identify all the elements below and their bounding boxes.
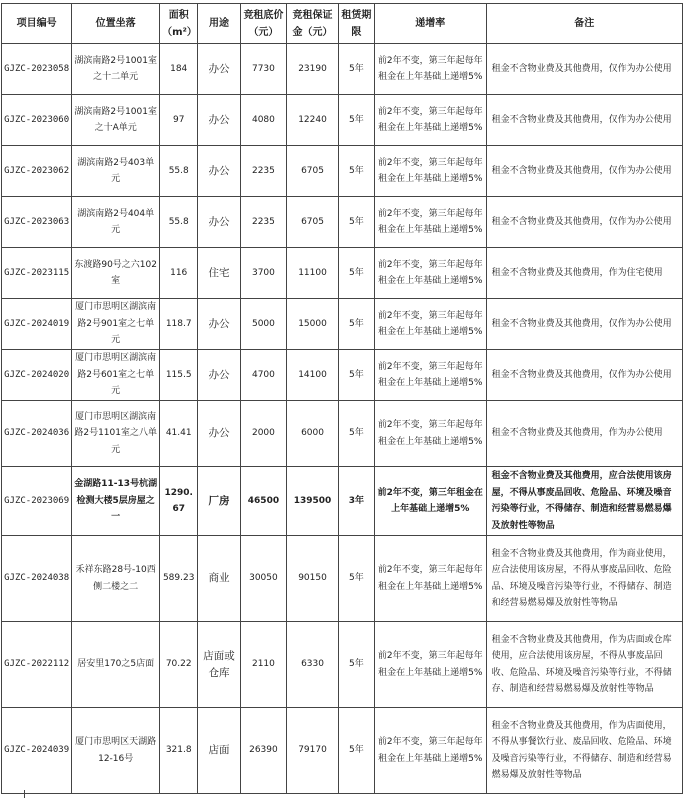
cell-note: 租金不含物业费及其他费用，仅作为办公使用 (486, 44, 682, 95)
cell-deposit: 6705 (287, 146, 339, 197)
cell-code: GJZC-2023115 (2, 248, 72, 299)
cell-code: GJZC-2022112 (2, 622, 72, 708)
cell-location: 厦门市思明区湖滨南路2号601室之七单元 (72, 350, 160, 401)
cell-increase: 前2年不变，第三年起每年租金在上年基础上递增5% (375, 536, 487, 622)
cell-term: 3年 (338, 467, 374, 536)
cell-base-price: 7730 (240, 44, 287, 95)
cell-deposit: 23190 (287, 44, 339, 95)
cell-note: 租金不含物业费及其他费用，仅作为办公使用 (486, 95, 682, 146)
cell-use: 办公 (198, 95, 240, 146)
header-area: 面积（m²） (160, 4, 198, 44)
cell-use: 办公 (198, 299, 240, 350)
table-row (2, 299, 683, 350)
cell-base-price: 4080 (240, 95, 287, 146)
cell-note: 租金不含物业费及其他费用，作为店面或仓库使用，应合法使用该房屋，不得从事废品回收、危险品、环境及噪音污染等行业，不得储存、制造和经营易燃易爆及放射性等物品 (486, 622, 682, 708)
cell-deposit: 6705 (287, 197, 339, 248)
table-row (2, 467, 683, 536)
cell-location: 厦门市思明区湖滨南路2号901室之七单元 (72, 299, 160, 350)
cell-area: 1290.67 (160, 467, 198, 536)
cell-base-price: 2235 (240, 146, 287, 197)
cell-deposit: 139500 (287, 467, 339, 536)
table-row (2, 350, 683, 401)
table-row (2, 146, 683, 197)
header-increase: 递增率 (375, 4, 487, 44)
cell-use: 办公 (198, 197, 240, 248)
cell-area: 321.8 (160, 708, 198, 794)
table-row (2, 197, 683, 248)
cell-use: 住宅 (198, 248, 240, 299)
cell-increase: 前2年不变，第三年起每年租金在上年基础上递增5% (375, 44, 487, 95)
cell-base-price: 2000 (240, 401, 287, 467)
cell-area: 55.8 (160, 146, 198, 197)
cell-area: 70.22 (160, 622, 198, 708)
cell-increase: 前2年不变，第三年起每年租金在上年基础上递增5% (375, 708, 487, 794)
cell-base-price: 2235 (240, 197, 287, 248)
cell-term: 5年 (338, 248, 374, 299)
cell-use: 厂房 (198, 467, 240, 536)
cell-note: 租金不含物业费及其他费用，仅作为办公使用 (486, 197, 682, 248)
cell-deposit: 12240 (287, 95, 339, 146)
cell-use: 办公 (198, 146, 240, 197)
cell-deposit: 14100 (287, 350, 339, 401)
cell-term: 5年 (338, 95, 374, 146)
cell-note: 租金不含物业费及其他费用，仅作为办公使用 (486, 350, 682, 401)
table-row (2, 401, 683, 467)
header-note: 备注 (486, 4, 682, 44)
table-row (2, 708, 683, 794)
header-base-price: 竞租底价（元） (240, 4, 287, 44)
table-row (2, 95, 683, 146)
cell-note: 租金不含物业费及其他费用，作为住宅使用 (486, 248, 682, 299)
cell-area: 184 (160, 44, 198, 95)
cell-increase: 前2年不变，第三年租金在上年基础上递增5% (375, 467, 487, 536)
cell-area: 55.8 (160, 197, 198, 248)
cell-term: 5年 (338, 146, 374, 197)
cell-base-price: 4700 (240, 350, 287, 401)
table-body (2, 44, 683, 794)
cell-deposit: 15000 (287, 299, 339, 350)
cell-area: 589.23 (160, 536, 198, 622)
cell-deposit: 11100 (287, 248, 339, 299)
cell-area: 115.5 (160, 350, 198, 401)
cell-location: 金湖路11-13号杭湖检测大楼5层房屋之一 (72, 467, 160, 536)
cell-note: 租金不含物业费及其他费用，作为办公使用 (486, 401, 682, 467)
cell-use: 办公 (198, 44, 240, 95)
cell-location: 湖滨南路2号1001室之十A单元 (72, 95, 160, 146)
table-row (2, 248, 683, 299)
page-edge-mark (24, 790, 25, 798)
cell-use: 商业 (198, 536, 240, 622)
cell-increase: 前2年不变，第三年起每年租金在上年基础上递增5% (375, 350, 487, 401)
cell-term: 5年 (338, 536, 374, 622)
cell-base-price: 3700 (240, 248, 287, 299)
cell-area: 118.7 (160, 299, 198, 350)
cell-term: 5年 (338, 299, 374, 350)
cell-increase: 前2年不变，第三年起每年租金在上年基础上递增5% (375, 95, 487, 146)
cell-use: 办公 (198, 350, 240, 401)
header-deposit: 竞租保证金（元） (287, 4, 339, 44)
cell-term: 5年 (338, 401, 374, 467)
cell-term: 5年 (338, 350, 374, 401)
cell-deposit: 90150 (287, 536, 339, 622)
header-location: 位置坐落 (72, 4, 160, 44)
table-row (2, 44, 683, 95)
cell-increase: 前2年不变，第三年起每年租金在上年基础上递增5% (375, 299, 487, 350)
cell-location: 厦门市思明区湖滨南路2号1101室之八单元 (72, 401, 160, 467)
cell-code: GJZC-2023060 (2, 95, 72, 146)
cell-base-price: 5000 (240, 299, 287, 350)
cell-deposit: 79170 (287, 708, 339, 794)
cell-base-price: 2110 (240, 622, 287, 708)
cell-location: 湖滨南路2号404单元 (72, 197, 160, 248)
cell-location: 禾祥东路28号-10西侧二楼之二 (72, 536, 160, 622)
cell-note: 租金不含物业费及其他费用，应合法使用该房屋，不得从事废品回收、危险品、环境及噪音污染等行业，不得储存、制造和经营易燃易爆及放射性等物品 (486, 467, 682, 536)
cell-location: 居安里170之5店面 (72, 622, 160, 708)
cell-note: 租金不含物业费及其他费用，作为商业使用，应合法使用该房屋，不得从事废品回收、危险品、环境及噪音污染等行业，不得储存、制造和经营易燃易爆及放射性等物品 (486, 536, 682, 622)
cell-term: 5年 (338, 197, 374, 248)
cell-increase: 前2年不变，第三年起每年租金在上年基础上递增5% (375, 197, 487, 248)
cell-base-price: 30050 (240, 536, 287, 622)
cell-increase: 前2年不变，第三年起每年租金在上年基础上递增5% (375, 622, 487, 708)
table-row (2, 622, 683, 708)
cell-increase: 前2年不变，第三年起每年租金在上年基础上递增5% (375, 248, 487, 299)
cell-location: 厦门市思明区天湖路12-16号 (72, 708, 160, 794)
cell-note: 租金不含物业费及其他费用，仅作为办公使用 (486, 299, 682, 350)
table-row (2, 536, 683, 622)
cell-code: GJZC-2024019 (2, 299, 72, 350)
cell-code: GJZC-2024036 (2, 401, 72, 467)
cell-code: GJZC-2023069 (2, 467, 72, 536)
cell-code: GJZC-2024020 (2, 350, 72, 401)
cell-use: 办公 (198, 401, 240, 467)
header-term: 租赁期限 (338, 4, 374, 44)
cell-use: 店面 (198, 708, 240, 794)
cell-deposit: 6330 (287, 622, 339, 708)
lease-table (1, 3, 683, 794)
cell-code: GJZC-2024039 (2, 708, 72, 794)
header-use: 用途 (198, 4, 240, 44)
cell-code: GJZC-2023063 (2, 197, 72, 248)
cell-area: 116 (160, 248, 198, 299)
cell-term: 5年 (338, 708, 374, 794)
cell-area: 97 (160, 95, 198, 146)
cell-code: GJZC-2023058 (2, 44, 72, 95)
cell-code: GJZC-2024038 (2, 536, 72, 622)
cell-term: 5年 (338, 622, 374, 708)
cell-code: GJZC-2023062 (2, 146, 72, 197)
cell-increase: 前2年不变，第三年起每年租金在上年基础上递增5% (375, 401, 487, 467)
cell-location: 湖滨南路2号403单元 (72, 146, 160, 197)
cell-deposit: 6000 (287, 401, 339, 467)
cell-term: 5年 (338, 44, 374, 95)
cell-note: 租金不含物业费及其他费用，作为店面使用，不得从事餐饮行业、废品回收、危险品、环境及噪音污染等行业，不得储存、制造和经营易燃易爆及放射性等物品 (486, 708, 682, 794)
cell-location: 东渡路90号之六102室 (72, 248, 160, 299)
cell-location: 湖滨南路2号1001室之十二单元 (72, 44, 160, 95)
cell-note: 租金不含物业费及其他费用，仅作为办公使用 (486, 146, 682, 197)
cell-base-price: 46500 (240, 467, 287, 536)
cell-area: 41.41 (160, 401, 198, 467)
cell-base-price: 26390 (240, 708, 287, 794)
cell-use: 店面或仓库 (198, 622, 240, 708)
header-code: 项目编号 (2, 4, 72, 44)
cell-increase: 前2年不变，第三年起每年租金在上年基础上递增5% (375, 146, 487, 197)
header-row (2, 4, 683, 44)
